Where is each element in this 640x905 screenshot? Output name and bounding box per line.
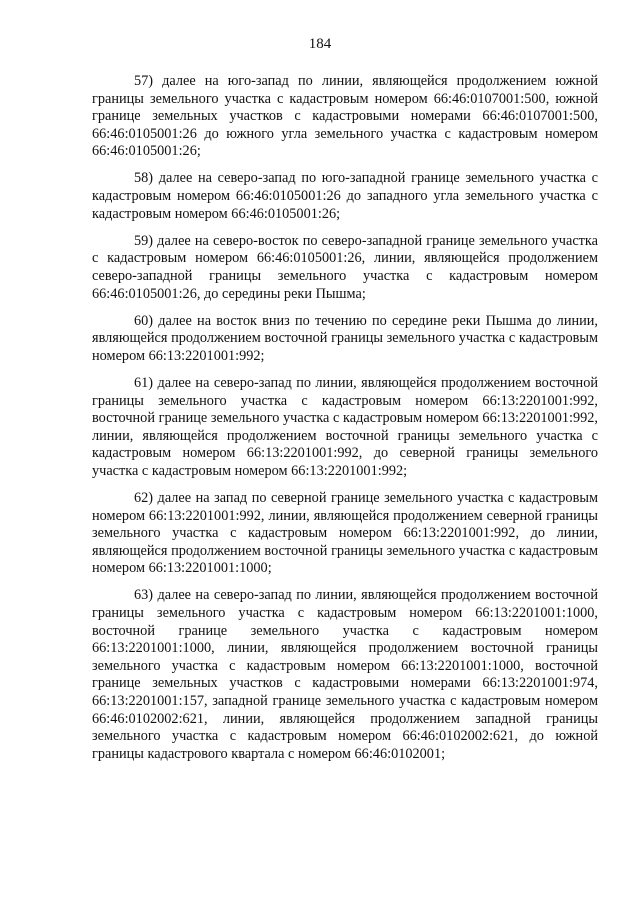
paragraph-62: 62) далее на запад по северной границе земельного участка с кадастровым номером 66:13:2201001:992, линии, являющейся продолжением северной границы земельного участка с кадастровым номером 66:13:2201001:992, до линии, являющейся продолжением восточной границы земельного участка с кадастровым номером 66:13:2201001:1000; — [92, 489, 598, 577]
paragraph-60: 60) далее на восток вниз по течению по середине реки Пышма до линии, являющейся продолжением восточной границы земельного участка с кадастровым номером 66:13:2201001:992; — [92, 312, 598, 364]
paragraph-61: 61) далее на северо-запад по линии, являющейся продолжением восточной границы земельного участка с кадастровым номером 66:13:2201001:992, восточной границе земельного участка с кадастровым номером 66:13:2201001:992, линии, являющейся продолжением восточной границы земельного участка с кадастровым номером 66:13:2201001:992, до северной границы земельного участка с кадастровым номером 66:13:2201001:992; — [92, 374, 598, 479]
paragraph-57: 57) далее на юго-запад по линии, являющейся продолжением южной границы земельного участка с кадастровым номером 66:46:0107001:500, южной границе земельных участков с кадастровыми номерами 66:46:0107001:500, 66:46:0105001:26 до южного угла земельного участка с кадастровым номером 66:46:0105001:26; — [92, 73, 598, 160]
document-body — [92, 73, 598, 773]
paragraph-59: 59) далее на северо-восток по северо-западной границе земельного участка с кадастровым номером 66:46:0105001:26, линии, являющейся продолжением северо-западной границы земельного участка с кадастровым номером 66:46:0105001:26, до середины реки Пышма; — [92, 232, 598, 302]
paragraph-58: 58) далее на северо-запад по юго-западной границе земельного участка с кадастровым номером 66:46:0105001:26 до западного угла земельного участка с кадастровым номером 66:46:0105001:26; — [92, 170, 598, 222]
paragraph-63: 63) далее на северо-запад по линии, являющейся продолжением восточной границы земельного участка с кадастровым номером 66:13:2201001:1000, восточной границе земельного участка с кадастровым номером 66:13:2201001:1000, линии, являющейся продолжением восточной границы земельного участка с кадастровым номером 66:13:2201001:1000, восточной границе земельных участков с кадастровыми номерами 66:13:2201001:974, 66:13:2201001:157, западной границе земельного участка с кадастровым номером 66:46:0102002:621, линии, являющейся продолжением западной границы земельного участка с кадастровым номером 66:46:0102002:621, до южной границы кадастрового квартала с номером 66:46:0102001; — [92, 587, 598, 762]
page-number: 184 — [308, 36, 332, 52]
